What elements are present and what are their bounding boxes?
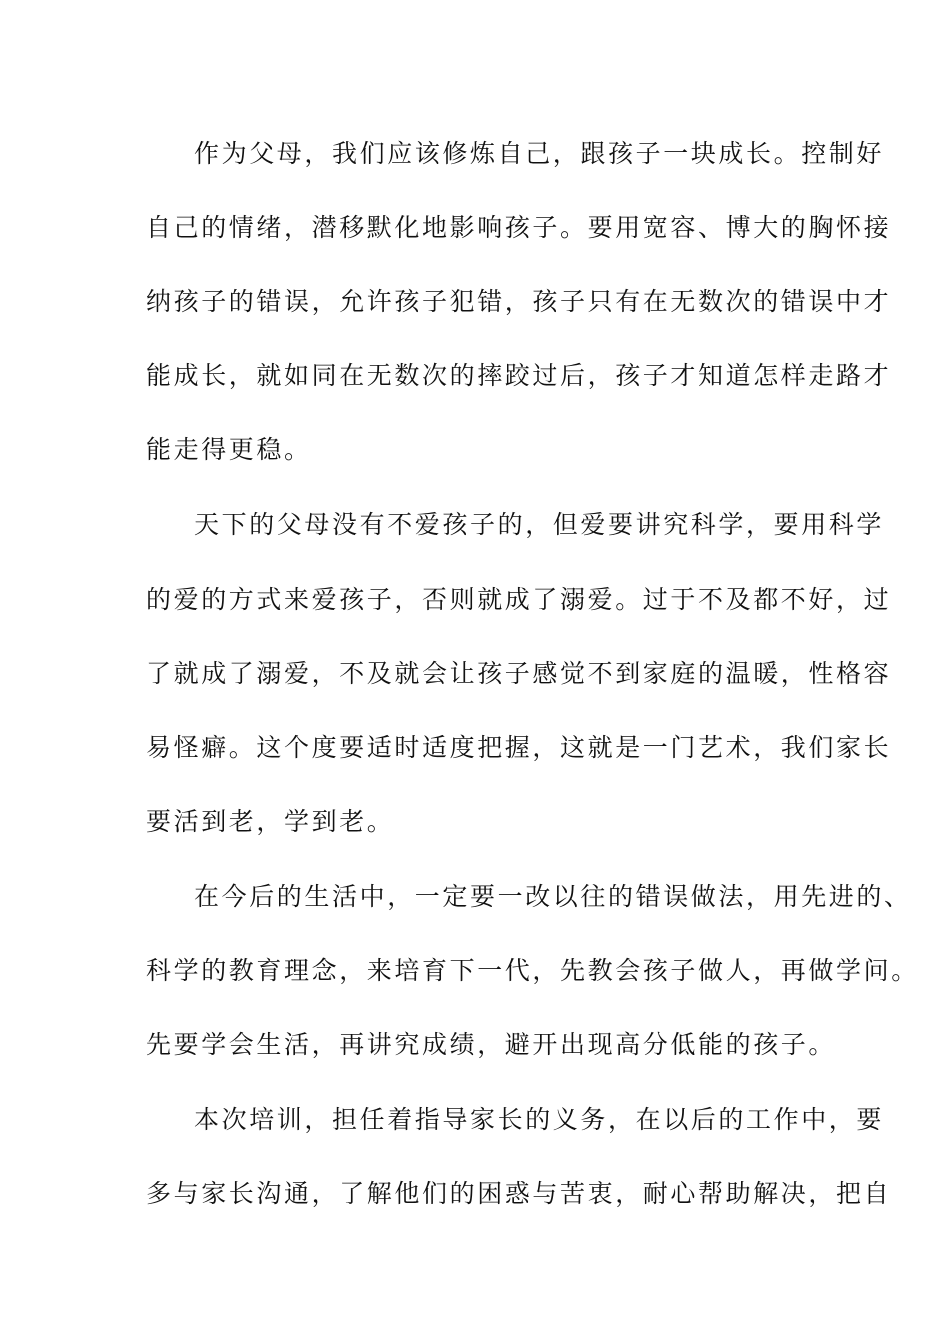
paragraph-2-line-2: 的爱的方式来爱孩子，否则就成了溺爱。过于不及都不好，过: [146, 585, 892, 614]
paragraph-1-line-1: 作为父母，我们应该修炼自己，跟孩子一块成长。控制好: [194, 139, 885, 168]
paragraph-1-line-2: 自己的情绪，潜移默化地影响孩子。要用宽容、博大的胸怀接: [146, 213, 892, 242]
paragraph-3-line-2: 科学的教育理念，来培育下一代，先教会孩子做人，再做学问。: [146, 956, 919, 985]
paragraph-1-line-5: 能走得更稳。: [146, 435, 312, 464]
paragraph-4-line-2: 多与家长沟通，了解他们的困惑与苦衷，耐心帮助解决，把自: [146, 1179, 892, 1208]
paragraph-3-line-3: 先要学会生活，再讲究成绩，避开出现高分低能的孩子。: [146, 1030, 837, 1059]
paragraph-2-line-1: 天下的父母没有不爱孩子的，但爱要讲究科学，要用科学: [194, 510, 885, 539]
paragraph-2-line-3: 了就成了溺爱，不及就会让孩子感觉不到家庭的温暖，性格容: [146, 659, 892, 688]
paragraph-3-line-1: 在今后的生活中，一定要一改以往的错误做法，用先进的、: [194, 882, 912, 911]
paragraph-2-line-4: 易怪癖。这个度要适时适度把握，这就是一门艺术，我们家长: [146, 733, 892, 762]
paragraph-2-line-5: 要活到老，学到老。: [146, 807, 395, 836]
paragraph-1-line-3: 纳孩子的错误，允许孩子犯错，孩子只有在无数次的错误中才: [146, 287, 892, 316]
paragraph-1-line-4: 能成长，就如同在无数次的摔跤过后，孩子才知道怎样走路才: [146, 361, 892, 390]
paragraph-4-line-1: 本次培训，担任着指导家长的义务，在以后的工作中，要: [194, 1105, 885, 1134]
